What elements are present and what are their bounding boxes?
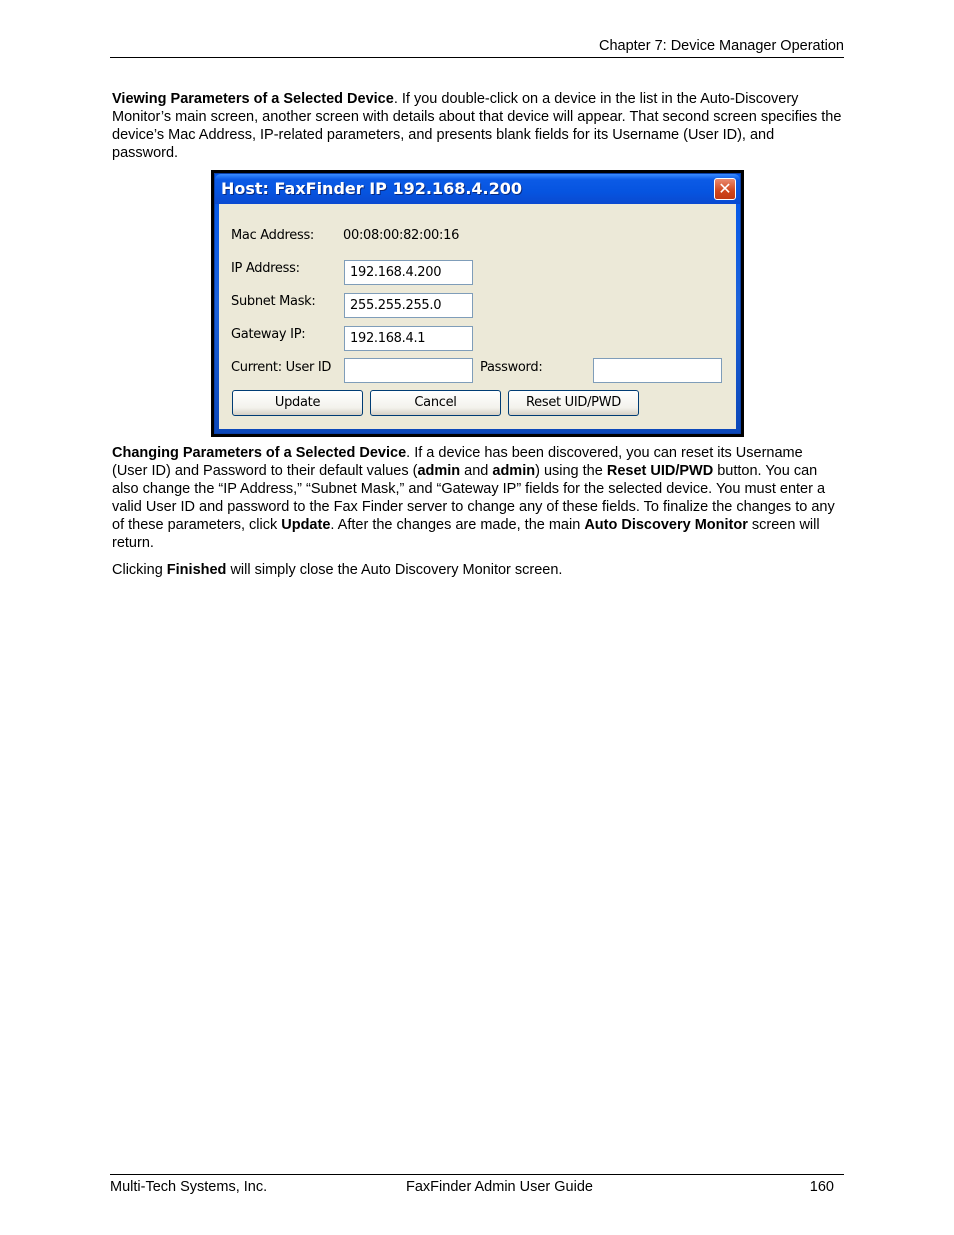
viewing-parameters-paragraph: [112, 90, 842, 162]
bold-run: Auto Discovery Monitor: [584, 517, 748, 533]
chapter-title: Chapter 7: Device Manager Operation: [598, 38, 844, 54]
dialog-title: Host: FaxFinder IP 192.168.4.200: [221, 179, 523, 198]
page-footer: [110, 1174, 844, 1195]
changing-parameters-paragraph: [112, 444, 842, 552]
bold-run: admin: [417, 463, 461, 479]
mac-address-label: Mac Address:: [231, 228, 315, 243]
close-button[interactable]: [714, 178, 736, 200]
mac-address-value: 00:08:00:82:00:16: [343, 228, 460, 243]
close-icon: ✕: [718, 179, 732, 198]
dialog-frame: [214, 173, 741, 434]
text-run: button. You can also change the “IP Address,” “Subnet Mask,” and “Gateway IP” fields for the selected device. You must enter a valid User ID and password to the Fax Finder server to change any of these fields. To finalize the changes to any of these parameters, click: [112, 463, 835, 533]
text-run: . If a device has been discovered, you can reset its Username (User ID) and Password to their default values (: [112, 445, 803, 479]
changing-parameters-heading: Changing Parameters of a Selected Device: [112, 445, 407, 461]
bold-run: admin: [492, 463, 536, 479]
viewing-parameters-text: . If you double-click on a device in the list in the Auto-Discovery Monitor’s main screen, another screen with details about that device will appear. That second screen specifies the device’s Mac Address, IP-related parameters, and presents blank fields for its Username (User ID), and password.: [112, 91, 842, 161]
footer-guide-title: FaxFinder Admin User Guide: [406, 1179, 593, 1195]
gateway-ip-label: Gateway IP:: [231, 327, 306, 342]
subnet-mask-label: Subnet Mask:: [231, 294, 316, 309]
device-details-dialog: [211, 170, 744, 437]
finished-paragraph: [112, 561, 842, 579]
text-run: ) using the: [535, 463, 607, 479]
bold-run: Reset UID/PWD: [606, 463, 714, 479]
text-run: . After the changes are made, the main: [330, 517, 585, 533]
cancel-button[interactable]: Cancel: [370, 390, 501, 416]
text-run: and: [460, 463, 493, 479]
subnet-mask-input[interactable]: 255.255.255.0: [344, 293, 473, 318]
password-label: Password:: [480, 360, 543, 375]
page-number: 160: [809, 1179, 834, 1195]
bold-run: Finished: [166, 562, 227, 578]
text-run: will simply close the Auto Discovery Monitor screen.: [226, 562, 563, 578]
reset-uid-pwd-button[interactable]: Reset UID/PWD: [508, 390, 639, 416]
ip-address-label: IP Address:: [231, 261, 300, 276]
text-run: Clicking: [112, 562, 167, 578]
page-header: [110, 37, 844, 58]
ip-address-input[interactable]: 192.168.4.200: [344, 260, 473, 285]
password-input[interactable]: [593, 358, 722, 383]
dialog-titlebar[interactable]: [215, 174, 740, 204]
gateway-ip-input[interactable]: 192.168.4.1: [344, 326, 473, 351]
update-button[interactable]: Update: [232, 390, 363, 416]
dialog-client-area: [219, 204, 736, 429]
user-id-label: Current: User ID: [231, 360, 332, 375]
footer-company: Multi-Tech Systems, Inc.: [110, 1179, 268, 1195]
text-run: screen will return.: [112, 517, 820, 551]
viewing-parameters-heading: Viewing Parameters of a Selected Device: [112, 91, 394, 107]
user-id-input[interactable]: [344, 358, 473, 383]
bold-run: Update: [281, 517, 331, 533]
